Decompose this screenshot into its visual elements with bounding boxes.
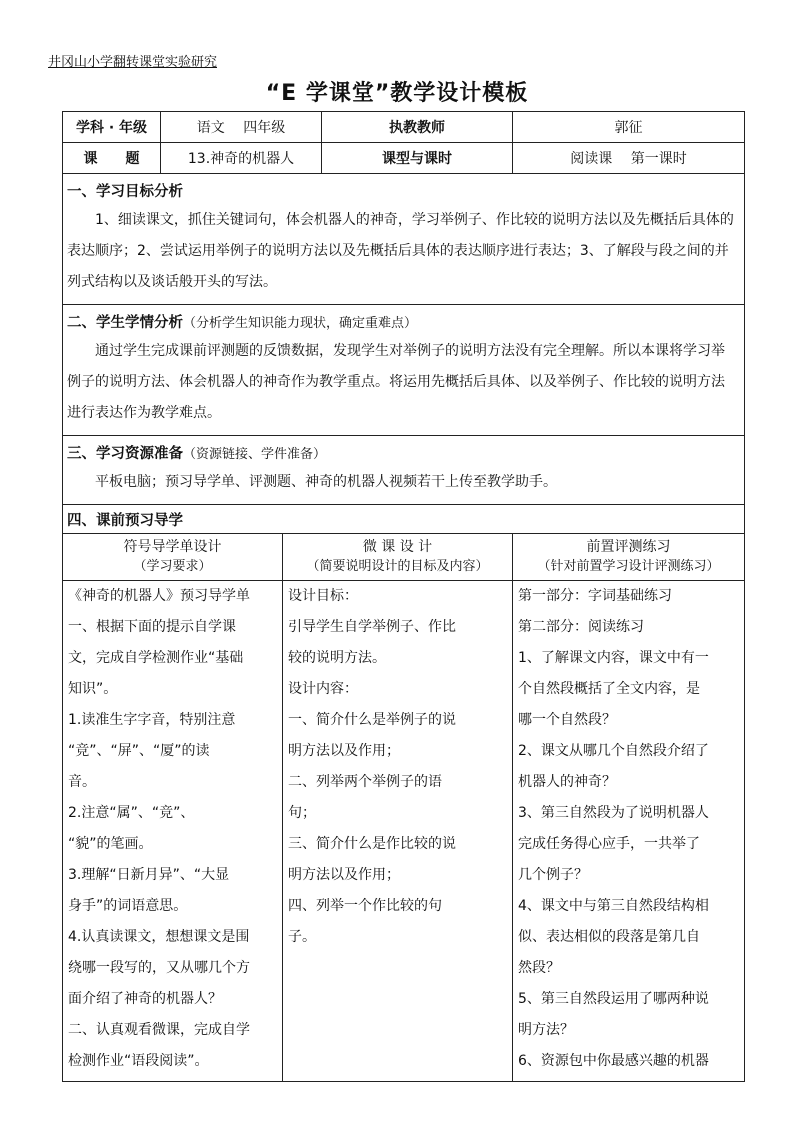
topic-value: 13.神奇的机器人	[161, 143, 322, 174]
col3-line: 似、表达相似的段落是第几自	[518, 929, 701, 945]
col1-content	[63, 581, 283, 1082]
col2-line: 较的说明方法。	[288, 650, 386, 666]
section3-heading: 三、学习资源准备	[67, 446, 183, 462]
document-title: “E 学课堂”教学设计模板	[265, 81, 529, 106]
col1-lines	[68, 581, 278, 1077]
col3-line: 哪一个自然段？	[518, 712, 617, 728]
col3-line: 3、第三自然段为了说明机器人	[518, 805, 709, 821]
section-preview-guide	[63, 505, 745, 534]
col3-line: 个自然段概括了全文内容，是	[518, 681, 701, 697]
col2-title: 微 课 设 计	[362, 539, 433, 555]
lesson-plan-table	[62, 111, 745, 1082]
col3-line: 明方法？	[518, 1022, 575, 1038]
col1-title: 符号导学单设计	[123, 539, 222, 555]
section3-text: 平板电脑；预习导学单、评测题、神奇的机器人视频若干上传至教学助手。	[95, 474, 557, 490]
col3-content	[513, 581, 745, 1082]
section3-heading-row	[63, 436, 744, 463]
col1-line: 音。	[68, 774, 96, 790]
col3-line: 完成任务得心应手，一共举了	[518, 836, 701, 852]
col1-line: 4.认真读课文，想想课文是围	[68, 929, 250, 945]
col3-subtitle: （针对前置学习设计评测练习）	[537, 559, 720, 574]
col2-line: 引导学生自学举例子、作比	[288, 619, 456, 635]
col1-line: 面介绍了神奇的机器人？	[68, 991, 222, 1007]
col2-line: 设计内容：	[288, 681, 358, 697]
col2-line: 子。	[288, 929, 316, 945]
col3-line: 第一部分：字词基础练习	[518, 588, 673, 604]
col3-line: 几个例子？	[518, 867, 589, 883]
col3-line: 5、第三自然段运用了哪两种说	[518, 991, 709, 1007]
col3-title: 前置评测练习	[586, 539, 671, 555]
col2-lines	[288, 581, 508, 953]
topic-label: 课 题	[63, 143, 161, 174]
col1-line: “貌”的笔画。	[68, 836, 153, 852]
col3-line: 1、了解课文内容，课文中有一	[518, 650, 709, 666]
col1-line: 《神奇的机器人》预习导学单	[68, 588, 250, 604]
type-label: 课型与课时	[322, 143, 513, 174]
col1-subtitle: （学习要求）	[133, 559, 212, 574]
col1-line: 1.读准生字字音，特别注意	[68, 712, 236, 728]
col1-line: 二、认真观看微课，完成自学	[68, 1022, 250, 1038]
col1-line: 一、根据下面的提示自学课	[68, 619, 236, 635]
col2-line: 二、列举两个举例子的语	[288, 774, 442, 790]
preview-columns	[63, 581, 745, 1082]
col1-header	[63, 534, 283, 581]
col3-header	[513, 534, 745, 581]
col1-line: 绕哪一段写的，又从哪几个方	[68, 960, 250, 976]
col2-line: 明方法以及作用；	[288, 867, 400, 883]
teacher-value: 郭征	[513, 112, 745, 143]
col3-line: 6、资源包中你最感兴趣的机器	[518, 1053, 709, 1069]
col3-line: 机器人的神奇？	[518, 774, 617, 790]
col1-line: 知识”。	[68, 681, 118, 697]
section2-note: （分析学生知识能力现状，确定重难点）	[183, 316, 418, 331]
col2-line: 明方法以及作用；	[288, 743, 400, 759]
section3-note: （资源链接、学件准备）	[183, 447, 327, 462]
col3-line: 然段？	[518, 960, 561, 976]
col2-line: 四、列举一个作比较的句	[288, 898, 442, 914]
section1-text: 1、细读课文，抓住关键词句，体会机器人的神奇，学习举例子、作比较的说明方法以及先概括后具体的表达顺序；2、尝试运用举例子的说明方法以及先概括后具体的表达顺序进行表达；3、了解段与段之间的并列式结构以及谈话般开头的写法。	[67, 212, 734, 290]
col2-line: 三、简介什么是作比较的说	[288, 836, 456, 852]
type-value: 阅读课 第一课时	[513, 143, 745, 174]
col2-line: 句；	[288, 805, 316, 821]
col1-line: 身手”的词语意思。	[68, 898, 188, 914]
col3-line: 2、课文从哪几个自然段介绍了	[518, 743, 709, 759]
col1-line: 文，完成自学检测作业“基础	[68, 650, 244, 666]
col2-subtitle: （简要说明设计的目标及内容）	[306, 559, 489, 574]
col1-line: 2.注意“属”、“竞”、	[68, 805, 195, 821]
info-row-1	[63, 112, 745, 143]
section2-heading: 二、学生学情分析	[67, 315, 183, 331]
section4-heading: 四、课前预习导学	[63, 505, 745, 534]
col3-lines	[518, 581, 740, 1077]
subject-value: 语文 四年级	[161, 112, 322, 143]
col3-line: 第二部分：阅读练习	[518, 619, 645, 635]
info-row-2	[63, 143, 745, 174]
section2-heading-row	[63, 305, 744, 332]
subject-label: 学科 · 年级	[63, 112, 161, 143]
section-learning-goals	[63, 174, 745, 305]
col2-line: 设计目标：	[288, 588, 358, 604]
header-org: 井冈山小学翻转课堂实验研究	[48, 55, 218, 70]
col3-line: 4、课文中与第三自然段结构相	[518, 898, 709, 914]
section2-text: 通过学生完成课前评测题的反馈数据，发现学生对举例子的说明方法没有完全理解。所以本课将学习举例子的说明方法、体会机器人的神奇作为教学重点。将运用先概括后具体、以及举例子、作比较的说明方法进行表达作为教学难点。	[67, 343, 725, 421]
section-student-analysis	[63, 305, 745, 436]
teacher-label: 执教教师	[322, 112, 513, 143]
section-resources	[63, 436, 745, 505]
col1-line: “竞”、“屏”、“厦”的读	[68, 743, 210, 759]
col2-line: 一、简介什么是举例子的说	[288, 712, 456, 728]
col2-content	[283, 581, 513, 1082]
section1-heading: 一、学习目标分析	[67, 184, 183, 200]
col2-header	[283, 534, 513, 581]
col1-line: 检测作业“语段阅读”。	[68, 1053, 209, 1069]
preview-column-headers	[63, 534, 745, 581]
col1-line: 3.理解“日新月异”、“大显	[68, 867, 230, 883]
